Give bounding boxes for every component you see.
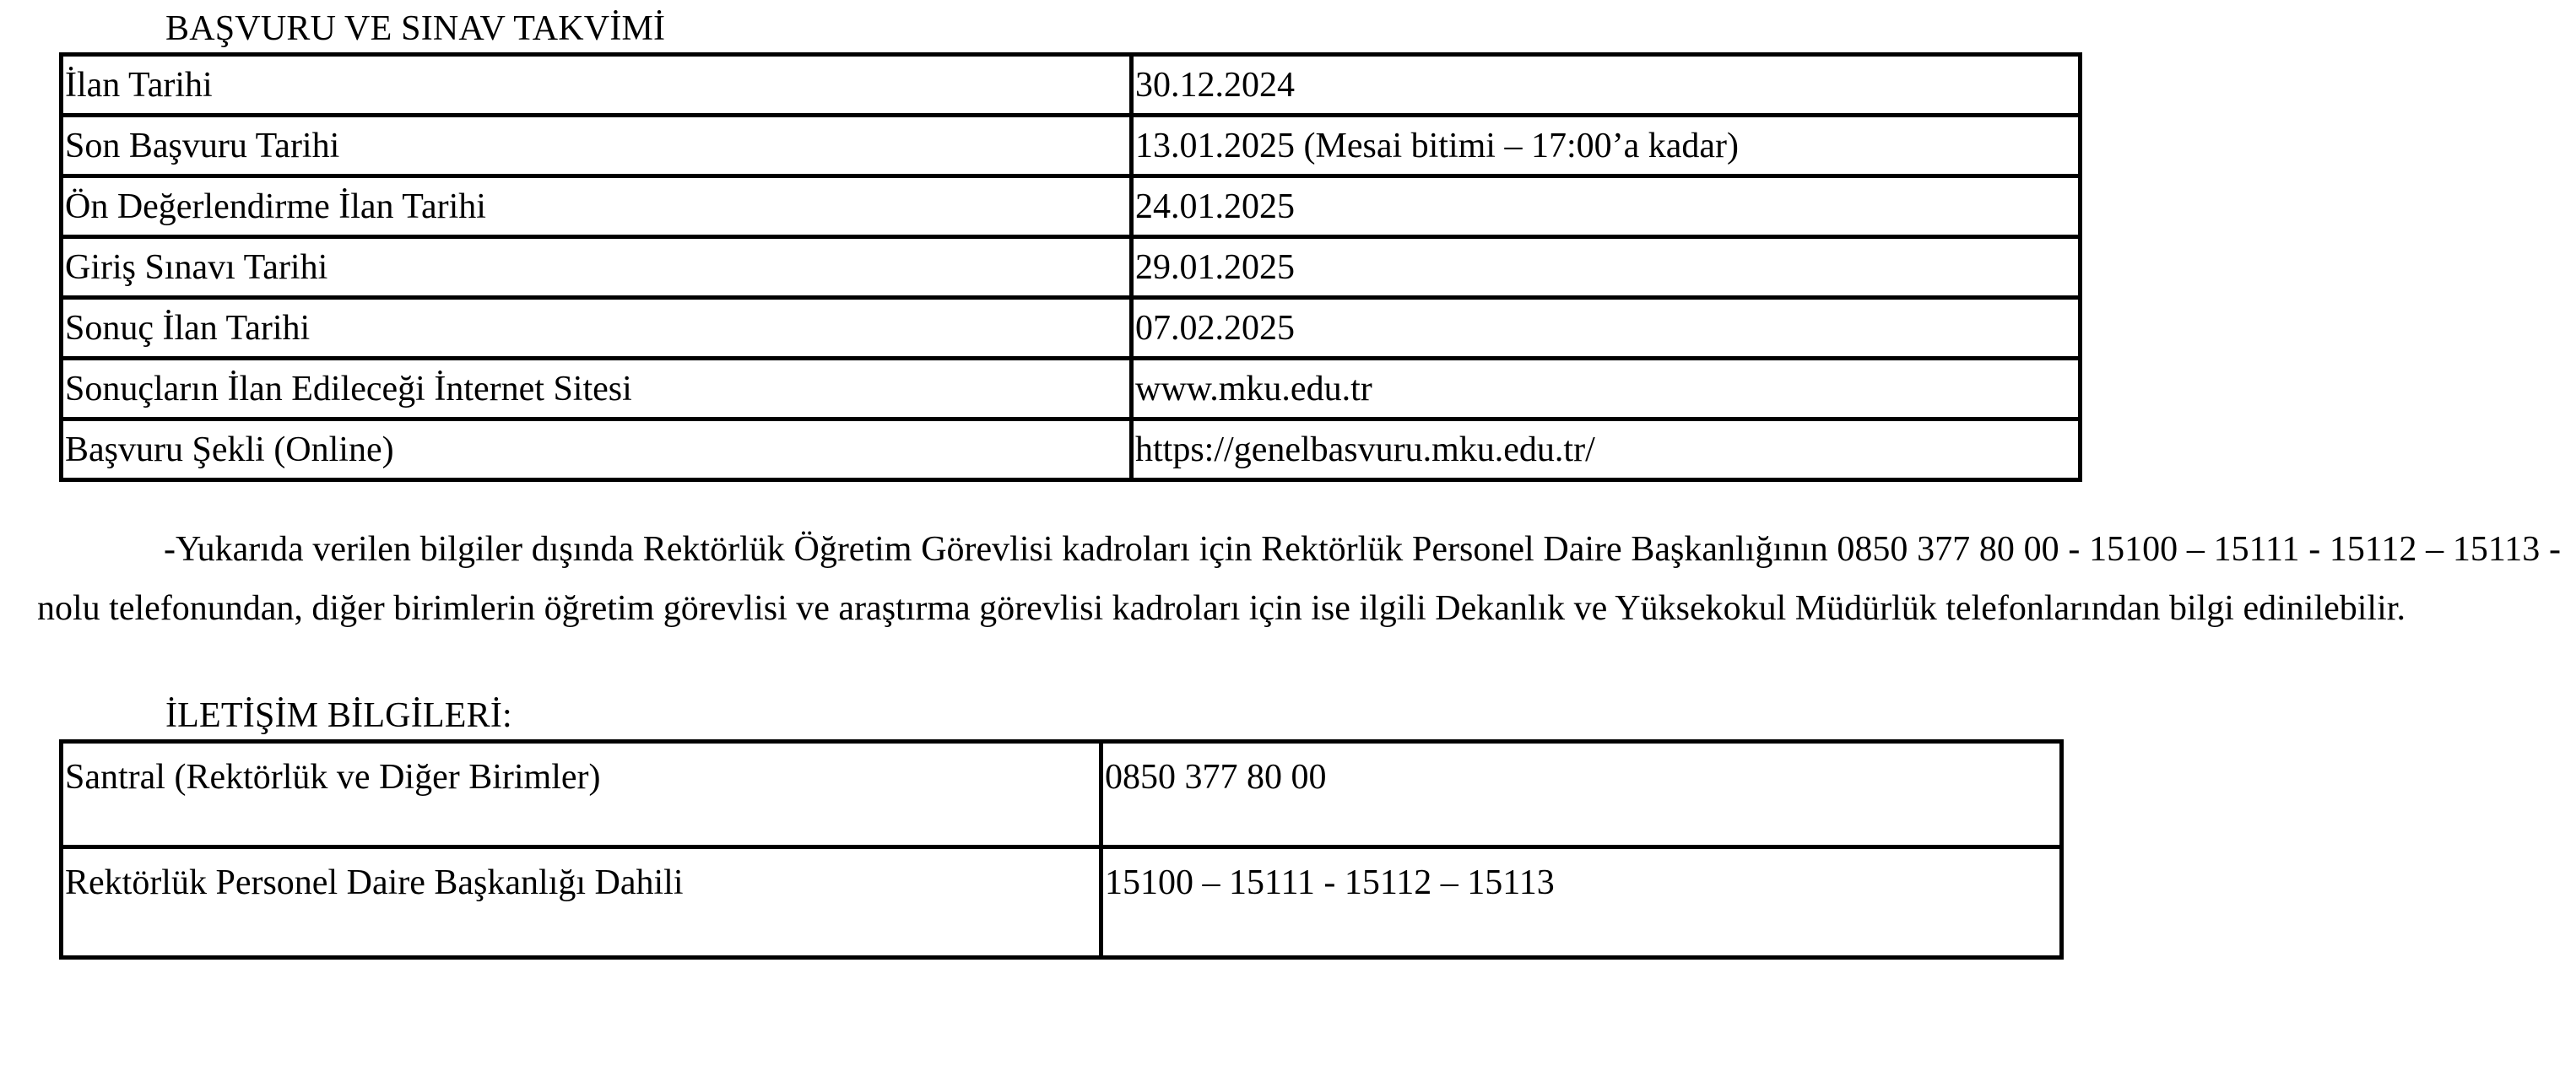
contact-phone-value: 0850 377 80 00 [1101, 742, 2062, 847]
table-row [62, 55, 2081, 116]
table-row [62, 419, 2081, 480]
schedule-table [59, 52, 2082, 482]
schedule-label: Sonuçların İlan Edileceği İnternet Sitesi [62, 359, 1132, 419]
contact-table [59, 739, 2064, 960]
schedule-label: Başvuru Şekli (Online) [62, 419, 1132, 480]
schedule-value: 29.01.2025 [1132, 237, 2081, 298]
contact-heading: İLETİŞİM BİLGİLERİ: [165, 696, 512, 735]
schedule-value: 24.01.2025 [1132, 176, 2081, 237]
schedule-label: Giriş Sınavı Tarihi [62, 237, 1132, 298]
table-row [62, 359, 2081, 419]
application-url-value: https://genelbasvuru.mku.edu.tr/ [1132, 419, 2081, 480]
contact-label: Rektörlük Personel Daire Başkanlığı Dahili [62, 847, 1101, 958]
schedule-label: Ön Değerlendirme İlan Tarihi [62, 176, 1132, 237]
schedule-label: Sonuç İlan Tarihi [62, 298, 1132, 359]
schedule-value: 13.01.2025 (Mesai bitimi – 17:00’a kadar) [1132, 116, 2081, 176]
schedule-label: Son Başvuru Tarihi [62, 116, 1132, 176]
table-row [62, 176, 2081, 237]
schedule-value: 07.02.2025 [1132, 298, 2081, 359]
table-row [62, 847, 2062, 958]
schedule-value: 30.12.2024 [1132, 55, 2081, 116]
website-value: www.mku.edu.tr [1132, 359, 2081, 419]
table-row [62, 237, 2081, 298]
contact-extension-value: 15100 – 15111 - 15112 – 15113 [1101, 847, 2062, 958]
schedule-heading: BAŞVURU VE SINAV TAKVİMİ [165, 9, 666, 48]
contact-label: Santral (Rektörlük ve Diğer Birimler) [62, 742, 1101, 847]
info-paragraph: -Yukarıda verilen bilgiler dışında Rektörlük Öğretim Görevlisi kadroları için Rektörlük Personel Daire Başkanlığının 0850 377 80 00 - 15100 – 15111 - 15112 – 15113 - nolu telefonundan, diğer birimlerin öğretim görevlisi ve araştırma görevlisi kadroları için ise ilgili Dekanlık ve Yüksekokul Müdürlük telefonlarından bilgi edinilebilir. [37, 530, 2561, 628]
schedule-label: İlan Tarihi [62, 55, 1132, 116]
table-row [62, 742, 2062, 847]
table-row [62, 298, 2081, 359]
table-row [62, 116, 2081, 176]
